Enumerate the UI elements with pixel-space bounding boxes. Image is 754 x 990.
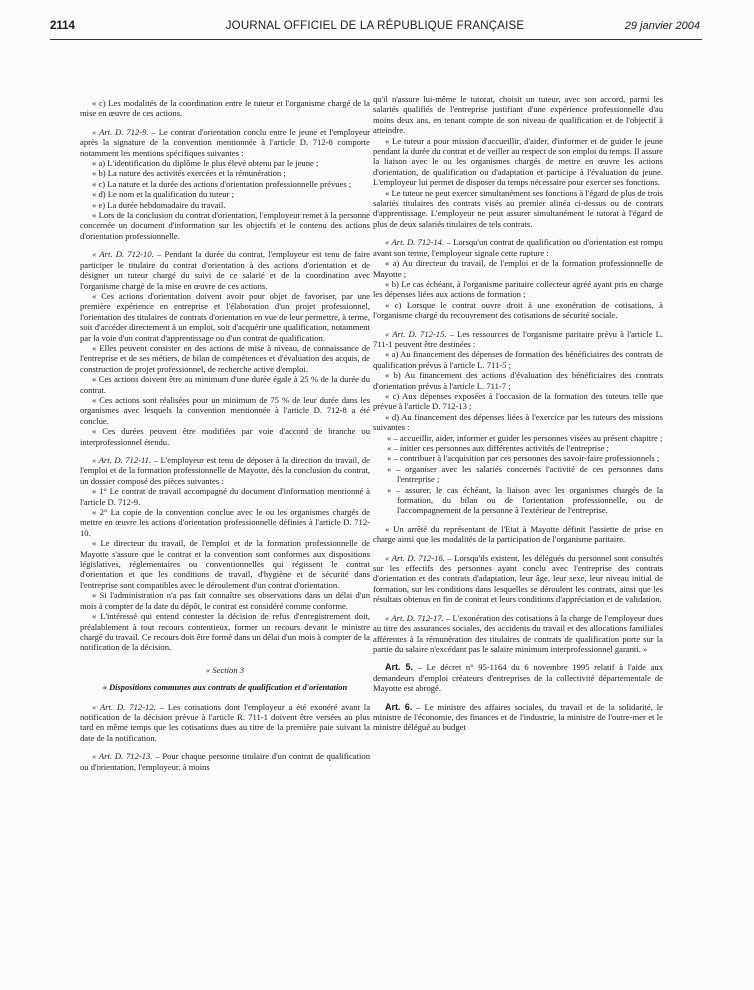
- paragraph-text: – Lorsqu'ils existent, les délégués du personnel sont consultés sur les effectifs des personnes ayant conclu avec l'entreprise des contrats d'orientation et des contrats d'adaptation, leur âge, leur sexe, leur niveau initial de formation, sur les conditions dans lesquelles se déroulent les contrats, ainsi que les résultats obtenus en fin de contrat et leurs conditions d'appréciation et de validation.: [373, 552, 663, 605]
- paragraph: [373, 613, 663, 655]
- paragraph: [80, 249, 370, 291]
- right-column-after-list: [373, 524, 663, 654]
- article-reference: « Art. D. 712-14.: [385, 237, 445, 248]
- paragraph: [373, 300, 663, 321]
- paragraph-text: « e) La durée hebdomadaire du travail.: [92, 199, 226, 210]
- paragraph-text: « c) Lorsque le contrat ouvre droit à une exonération de cotisations, à l'organisme chargé du recouvrement des cotisations de sécurité sociale.: [373, 299, 663, 321]
- article-text: – Le ministre des affaires sociales, du travail et de la solidarité, le ministre de l'économie, des finances et de l'industrie, la ministre de l'outre-mer et le ministre délégué au budget: [373, 701, 663, 733]
- paragraph: [80, 179, 370, 189]
- paragraph-text: « a) Au financement des dépenses de formation des bénéficiaires des contrats de qualification prévus à l'article L. 711-5 ;: [373, 349, 663, 370]
- paragraph-text: « Le directeur du travail, de l'emploi et de la formation professionnelle de Mayotte s'assure que le contrat et la convention sont conformes aux dispositions législatives, réglementaires ou conventionnelles qui régissent le contrat d'orientation et que les conditions de travail, d'hygiène et de sécurité dans l'entreprise sont compatibles avec le déroulement d'un contrat d'orientation.: [80, 538, 370, 590]
- tutor-missions-list: [373, 433, 663, 516]
- paragraph-text: « d) Le nom et la qualification du tuteur ;: [92, 189, 234, 200]
- paragraph-text: – Les ressources de l'organisme paritaire prévu à l'article L. 711-1 peuvent être destinées :: [373, 328, 663, 349]
- paragraph: [80, 395, 370, 426]
- paragraph-text: « b) Au financement des actions d'évaluation des bénéficiaires des contrats d'orientation prévus à l'article L. 711-7 ;: [373, 370, 663, 391]
- paragraph: [373, 524, 663, 545]
- paragraph: [80, 590, 370, 611]
- header-rule: [50, 39, 702, 40]
- article-reference: « Art. D. 712-10.: [92, 249, 154, 260]
- left-column: [80, 98, 370, 772]
- paragraph: [80, 611, 370, 653]
- paragraph-text: – Pendant la durée du contrat, l'employeur est tenu de faire participer le titulaire du contrat d'orientation à des actions d'orientation et de désigner un tuteur chargé du suivi de ce salarié et de la coordination avec l'organisme chargé de la mise en œuvre de ces actions.: [80, 249, 370, 291]
- paragraph-text: – Lorsqu'un contrat de qualification ou d'orientation est rompu avant son terme, l'employeur signale cette rupture :: [373, 237, 663, 258]
- paragraph-text: « b) Le cas échéant, à l'organisme paritaire collecteur agréé ayant pris en charge les dépenses liées aux actions de formation ;: [373, 278, 663, 300]
- paragraph-text: – L'employeur est tenu de déposer à la direction du travail, de l'emploi et de la formation professionnelle de Mayotte, dès la conclusion du contrat, un dossier composé des pièces suivantes :: [80, 455, 370, 486]
- left-column-after-section: [80, 702, 370, 772]
- paragraph: [373, 329, 663, 350]
- paragraph: [80, 127, 370, 158]
- article-reference: « Art. D. 712-16.: [385, 552, 445, 563]
- paragraph: [373, 188, 663, 230]
- paragraph: [373, 391, 663, 412]
- article-paragraph: [373, 662, 663, 693]
- paragraph-text: – Les cotisations dont l'employeur a été exonéré avant la notification de la décision prévue à l'article R. 711-1 doivent être versées au plus tard en même temps que les cotisations dues au titre de la première paie suivant la date de la notification.: [80, 701, 371, 743]
- article-reference: « Art. D. 712-11.: [92, 455, 152, 465]
- paragraph-text: « Ces actions d'orientation doivent avoir pour objet de favoriser, par une première expérience en entreprise et l'élaboration d'un projet professionnel, l'orientation des titulaires de contrats d'orientation en vue de leur permettre, à terme, soit d'accéder directement à un emploi, soit d'acquérir une qualification, notamment par la voie d'un contrat d'apprentissage ou d'un contrat de qualification.: [80, 290, 370, 343]
- left-column-paragraphs: [80, 98, 370, 653]
- paragraph: [373, 237, 663, 258]
- paragraph: [373, 370, 663, 391]
- journal-title: JOURNAL OFFICIEL DE LA RÉPUBLIQUE FRANÇAISE: [225, 20, 525, 32]
- list-item: « – initier ces personnes aux différentes activités de l'entreprise ;: [387, 443, 609, 453]
- paragraph-text: « Si l'administration n'a pas fait connaître ses observations dans un délai d'un mois à compter de la date du dépôt, le contrat est considéré comme conforme.: [80, 590, 370, 611]
- article-label: Art. 5.: [385, 662, 413, 673]
- paragraph: [373, 279, 663, 300]
- paragraph-text: « 1° Le contrat de travail accompagné du document d'information mentionné à l'article D. 712-9.: [80, 486, 370, 507]
- paragraph: [373, 94, 663, 136]
- paragraph: [80, 168, 370, 178]
- paragraph: [373, 553, 663, 605]
- paragraph: [80, 343, 370, 374]
- right-column: [373, 94, 663, 733]
- paragraph-text: « Ces durées peuvent être modifiées par voie d'accord de branche ou interprofessionnel étendu.: [80, 426, 370, 447]
- right-column-paragraphs: [373, 94, 663, 433]
- paragraph-text: « Le tuteur a pour mission d'accueillir, d'aider, d'informer et de guider le jeune pendant la durée du contrat et de veiller au respect de son emploi du temps. Il assure la liaison avec le ou les organismes chargés de mettre en œuvre les actions d'orientation, de qualification ou d'adaptation et participe à l'évaluation du jeune. L'employeur lui permet de disposer du temps nécessaire pour exercer ses fonctions.: [373, 135, 663, 188]
- paragraph: [373, 136, 663, 188]
- article-text: – Le décret n° 95-1164 du 6 novembre 1995 relatif à l'aide aux demandeurs d'emploi créateurs d'entreprises de la collectivité départementale de Mayotte est abrogé.: [373, 662, 664, 694]
- paragraph: [80, 200, 370, 210]
- article-reference: « Art. D. 712-9.: [92, 126, 149, 137]
- paragraph-text: « c) La nature et la durée des actions d'orientation professionnelle prévues ;: [92, 178, 352, 189]
- paragraph-text: « b) La nature des activités exercées et la rémunération ;: [92, 168, 286, 179]
- section-label: « Section 3: [205, 664, 245, 675]
- paragraph-text: « Ces actions sont réalisées pour un minimum de 75 % de leur durée dans les organismes avec lesquels la convention mentionnée à l'article D. 712-8 a été conclue.: [80, 394, 370, 426]
- list-item: « – organiser avec les salariés concernés l'activité de ces personnes dans l'entreprise ;: [387, 463, 663, 485]
- paragraph: [80, 426, 370, 447]
- section-title: « Dispositions communes aux contrats de qualification et d'orientation: [102, 683, 348, 693]
- paragraph-text: « Ces actions doivent être au minimum d'une durée égale à 25 % de la durée du contrat.: [80, 374, 370, 395]
- page-number: 2114: [50, 20, 75, 32]
- paragraph: [373, 349, 663, 370]
- paragraph: [80, 538, 370, 590]
- list-item: « – assurer, le cas échéant, la liaison avec les organismes chargés de la formation, du bilan ou de l'orientation professionnelle, ou de l'accompagnement de la personne à l'extérieur de l'entreprise.: [387, 484, 663, 516]
- article-reference: « Art. D. 712-17.: [385, 612, 444, 623]
- list-item: « – contribuer à l'acquisition par ces personnes des savoir-faire professionnels ;: [387, 453, 660, 464]
- publication-date: 29 janvier 2004: [624, 20, 700, 32]
- paragraph-text: « Le tuteur ne peut exercer simultanément ses fonctions à l'égard de plus de trois salariés titulaires des contrats visés au premier alinéa ci-dessus ou de contrats d'apprentissage. L'employeur ne peut assurer simultanément le tutorat à l'égard de plus de deux salariés titulaires de tels contrats.: [373, 187, 663, 229]
- paragraph-text: « d) Au financement des dépenses liées à l'exercice par les tuteurs des missions suivantes :: [373, 411, 663, 433]
- paragraph-text: « Un arrêté du représentant de l'Etat à Mayotte définit l'assiette de prise en charge ainsi que les modalités de la participation de l'organisme paritaire.: [373, 523, 663, 545]
- paragraph-text: – L'exonération des cotisations à la charge de l'employeur dues au titre des assurances sociales, des accidents du travail et des allocations familiales afférentes à la rémunération des titulaires de contrats de qualification porte sur la partie du salaire n'excédant pas le salaire minimum interprofessionnel garanti. »: [373, 612, 663, 654]
- article-reference: « Art. D. 712-13.: [92, 751, 153, 762]
- article-reference: « Art. D. 712-12.: [92, 701, 156, 712]
- paragraph-text: – Pour chaque personne titulaire d'un contrat de qualification ou d'orientation, l'employeur, à moins: [80, 751, 370, 772]
- paragraph-text: « L'intéressé qui entend contester la décision de refus d'enregistrement doit, préalablement à tout recours contentieux, former un recours devant le ministre chargé du travail. Ce recours doit être formé dans un délai d'un mois à compter de la notification de la décision.: [80, 611, 370, 653]
- paragraph-text: « Elles peuvent consister en des actions de mise à niveau, de connaissance de l'entreprise et de ses métiers, de bilan de compétences et d'évaluation des acquis, de construction de projet professionnel, de recherche active d'emploi.: [80, 342, 370, 374]
- paragraph-text: « a) Au directeur du travail, de l'emploi et de la formation professionnelle de Mayotte ;: [373, 258, 663, 279]
- paragraph-text: « c) Les modalités de la coordination entre le tuteur et l'organisme chargé de la mise en œuvre de ces actions.: [80, 98, 370, 119]
- paragraph: [80, 702, 370, 744]
- paragraph-text: « 2° La copie de la convention conclue avec le ou les organismes chargés de mettre en œuvre les actions d'orientation professionnelle définies à l'article D. 712-10.: [80, 507, 370, 538]
- paragraph: [80, 751, 370, 772]
- paragraph: [373, 258, 663, 279]
- paragraph: [80, 486, 370, 507]
- paragraph-text: « c) Aux dépenses exposées à l'occasion de la formation des tuteurs telle que prévue à l'article D. 712-13 ;: [373, 390, 663, 412]
- paragraph: [80, 507, 370, 538]
- paragraph: [80, 98, 370, 119]
- article-paragraph: [373, 702, 663, 733]
- paragraph: [80, 374, 370, 395]
- article-reference: « Art. D. 712-15.: [385, 328, 447, 339]
- closing-articles: [373, 662, 663, 732]
- paragraph: [373, 412, 663, 433]
- page-header: [50, 20, 700, 40]
- list-item: « – accueillir, aider, informer et guider les personnes visées au présent chapitre ;: [387, 432, 663, 443]
- paragraph-text: « Lors de la conclusion du contrat d'orientation, l'employeur remet à la personne concernée un document d'information sur les objectifs et le contenu des actions d'orientation professionnelle.: [80, 210, 370, 241]
- paragraph: [80, 189, 370, 199]
- paragraph: [80, 210, 370, 241]
- paragraph: [80, 158, 370, 168]
- paragraph-text: – Le contrat d'orientation conclu entre le jeune et l'employeur après la signature de la convention mentionnée à l'article D. 712-8 comporte notamment les mentions spécifiques suivantes :: [80, 126, 370, 158]
- article-label: Art. 6.: [385, 701, 413, 712]
- paragraph-text: « a) L'identification du diplôme le plus élevé obtenu par le jeune ;: [92, 158, 319, 169]
- paragraph: [80, 291, 370, 343]
- paragraph-text: qu'il n'assure lui-même le tutorat, choisit un tuteur, avec son accord, parmi les salariés qualifiés de l'entreprise justifiant d'une expérience professionnelle d'au moins deux ans, en tenant compte de son niveau de qualification et de l'objectif à atteindre.: [373, 94, 663, 136]
- paragraph: [80, 455, 370, 486]
